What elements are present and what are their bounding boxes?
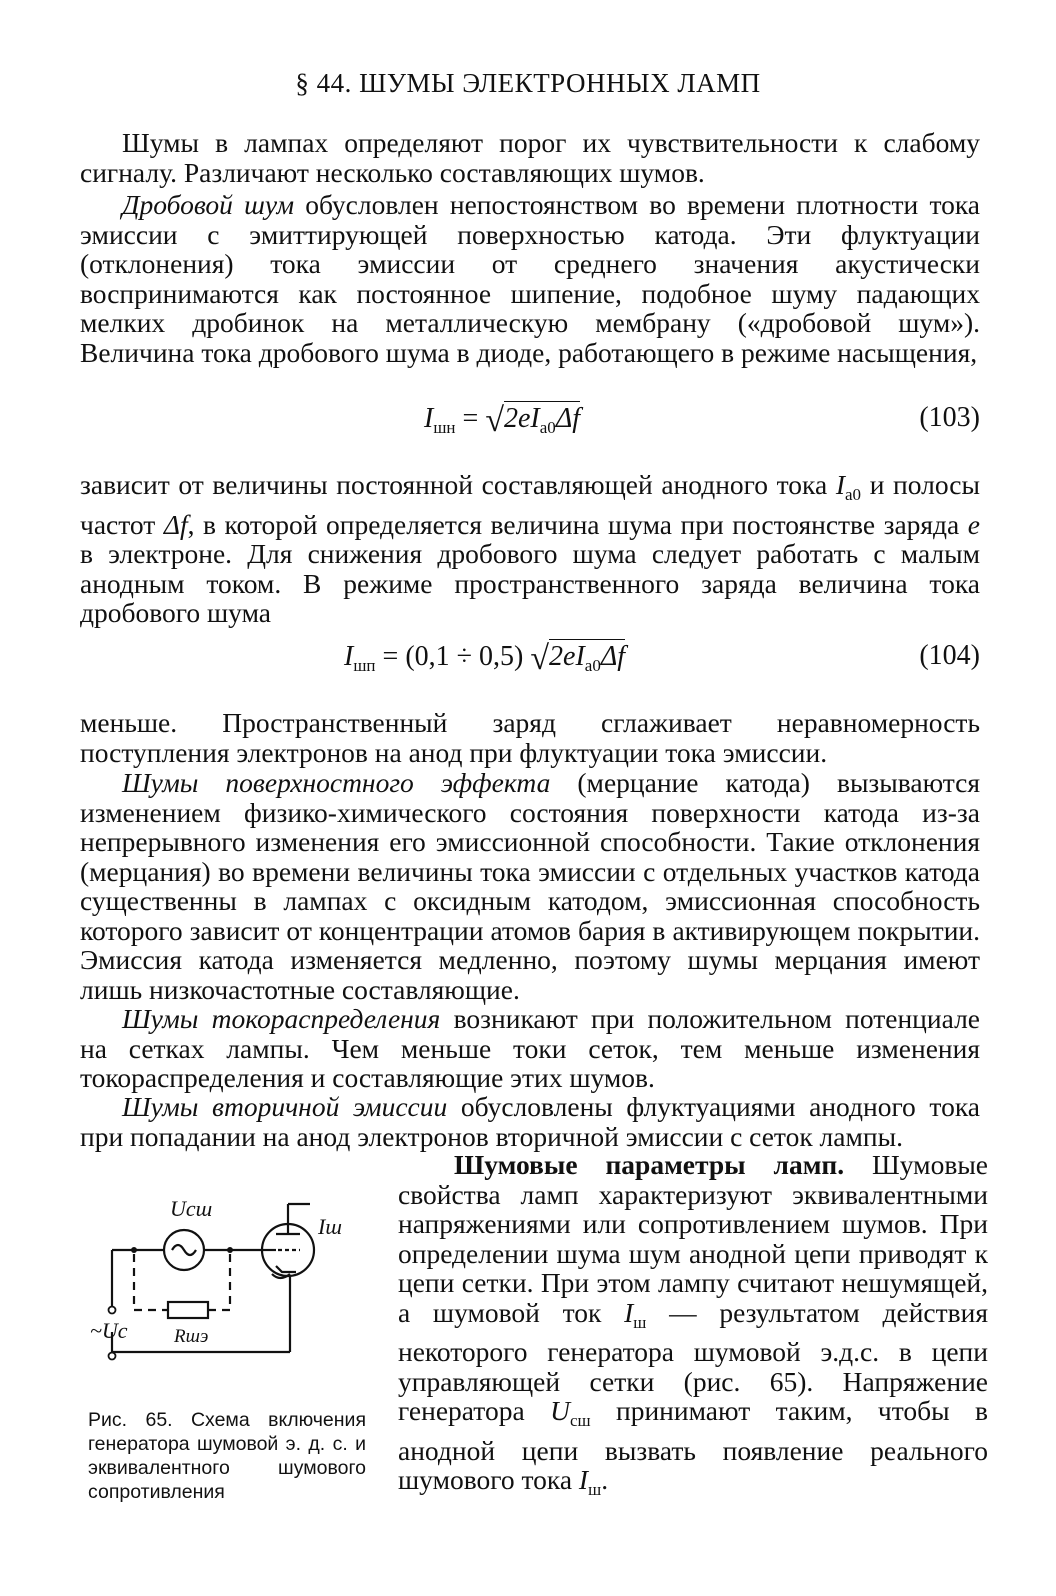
p8-d: . <box>601 1464 609 1495</box>
formula-103-rad-body: 2eI <box>504 403 540 434</box>
formula-103-number: (103) <box>919 402 980 433</box>
label-ish: Iш <box>318 1214 342 1239</box>
formula-104 <box>0 640 1056 680</box>
p3-a: зависит от величины постоянной составляющей анодного тока <box>80 469 836 500</box>
p8-u-sym: U <box>550 1395 570 1426</box>
node-left <box>131 1247 137 1253</box>
p3-c: , в которой определяется величина шума при постоянстве заряда <box>187 508 968 540</box>
p8-i-sym: I <box>624 1296 634 1328</box>
p8-i2-sub: ш <box>588 1480 602 1499</box>
paragraph-dependence <box>80 470 980 628</box>
paragraph-noise-params <box>398 1150 988 1505</box>
formula-103 <box>0 402 1056 442</box>
paragraph-partition-noise-text: возникают при положительном потенциале на сетках лампы. Чем меньше токи сеток, тем меньше изменения токораспределения и составляющие этих шумов. <box>80 1003 980 1093</box>
formula-104-rad-tail: Δf <box>600 641 626 672</box>
p3-e: e <box>967 508 980 540</box>
paragraph-space-charge: меньше. Пространственный заряд сглаживает неравномерность поступления электронов на анод при флуктуации тока эмиссии. <box>80 707 980 768</box>
terminal-top-icon <box>109 1307 116 1314</box>
formula-104-rad-sub: a0 <box>584 656 601 675</box>
formula-104-expression <box>344 640 625 678</box>
circuit-diagram <box>90 1192 380 1402</box>
term-flicker-noise: Шумы поверхностного эффекта <box>122 767 551 798</box>
paragraph-shot-noise <box>80 190 980 367</box>
p8-i-sub: ш <box>633 1312 647 1332</box>
paragraph-secondary-emission-text: обусловлены флуктуациями анодного тока при попадании на анод электронов вторичной эмиссии с сеток лампы. <box>80 1091 980 1152</box>
formula-103-rad-sub: a0 <box>539 418 556 437</box>
p8-i2-sym: I <box>578 1464 589 1495</box>
term-noise-params: Шумовые параметры ламп. <box>454 1149 845 1180</box>
formula-103-lhs: I <box>424 403 434 434</box>
formula-104-number: (104) <box>919 640 980 671</box>
paragraph-secondary-emission <box>80 1092 980 1151</box>
label-ucsh: Uсш <box>170 1196 213 1221</box>
term-shot-noise: Дробовой шум <box>122 189 294 220</box>
paragraph-flicker-noise-text: (мерцание катода) вызываются изменением физико-химического состояния поверхности катода из-за непрерывного изменения его эмиссионной способности. Такие отклонения (мерцания) во времени величины тока эмиссии с отдельных участков катода существенны в лампах с оксидным катодом, эмиссионная способность которого зависит от концентрации атомов бария в активирующем покрытии. Эмиссия катода изменяется медленно, поэтому шумы мерцания имеют лишь низкочастотные составляющие. <box>80 767 980 1005</box>
sqrt-icon: √ <box>485 402 504 439</box>
paragraph-intro: Шумы в лампах определяют порог их чувствительности к слабому сигналу. Различают несколько составляющих шумов. <box>80 127 980 188</box>
formula-104-eq: = <box>375 641 406 672</box>
p3-d: в электроне. Для снижения дробового шума следует работать с малым анодным током. В режиме пространственного заряда величина тока дробового шума <box>80 538 980 628</box>
label-rsh: Rшэ <box>174 1326 209 1347</box>
term-secondary-emission: Шумы вторичной эмиссии <box>122 1091 448 1122</box>
formula-104-lhs: I <box>344 641 354 672</box>
p3-df: Δf <box>163 508 188 540</box>
formula-104-rad-body: 2eI <box>549 641 585 672</box>
cathode-icon <box>276 1266 296 1272</box>
node-right <box>227 1247 233 1253</box>
formula-104-coef: (0,1 ÷ 0,5) <box>405 641 531 672</box>
p8-a: Шумовые свойства ламп характеризуют эквивалентными напряжениями или сопротивлением шумов. При определении шума шум анодной цепи приводят к цепи сетки. При этом лампу считают нешумящей, а шумовой ток <box>398 1149 988 1328</box>
paragraph-flicker-noise <box>80 768 980 1004</box>
p3-sym: I <box>835 469 846 500</box>
p3-b: и полосы частот <box>80 469 980 540</box>
p3-sub: a0 <box>845 485 862 504</box>
terminal-bottom-icon <box>109 1353 116 1360</box>
noise-resistor-icon <box>168 1302 208 1318</box>
sqrt-icon: √ <box>530 640 550 677</box>
formula-103-lhs-sub: шн <box>433 418 456 437</box>
formula-104-lhs-sub: шп <box>353 656 376 675</box>
paragraph-shot-noise-text: обусловлен непостоянством во времени плотности тока эмиссии с эмиттирующей поверхностью катода. Эти флуктуации (отклонения) тока эмиссии от среднего значения акустически воспринимаются как постоянное шипение, подобное шуму падающих мелких дробинок на металлическую мембрану («дробовой шум»). Величина тока дробового шума в диоде, работающего в режиме насыщения, <box>80 189 980 368</box>
p8-c: принимают таким, чтобы в анодной цепи вызвать появление реального шумового тока <box>398 1395 989 1495</box>
formula-103-radicand <box>504 401 581 437</box>
paragraph-partition-noise <box>80 1004 980 1093</box>
p8-u-sub: сш <box>569 1411 591 1430</box>
ac-wave-icon <box>172 1245 196 1255</box>
p8-b: — результатом действия некоторого генератора шумовой э.д.с. в цепи управляющей сетки (рис. 65). Напряжение генератора <box>398 1296 988 1426</box>
label-uc: ~Uс <box>90 1318 128 1343</box>
section-heading: § 44. ШУМЫ ЭЛЕКТРОННЫХ ЛАМП <box>295 68 761 98</box>
term-partition-noise: Шумы токораспределения <box>122 1003 441 1034</box>
formula-103-rad-tail: Δf <box>555 403 581 434</box>
formula-103-expression <box>424 402 580 440</box>
formula-103-eq: = <box>455 403 486 434</box>
figure-caption: Рис. 65. Схема включения генератора шумовой э. д. с. и эквивалентного шумового сопротивления <box>88 1409 366 1503</box>
formula-104-radicand <box>549 639 626 675</box>
